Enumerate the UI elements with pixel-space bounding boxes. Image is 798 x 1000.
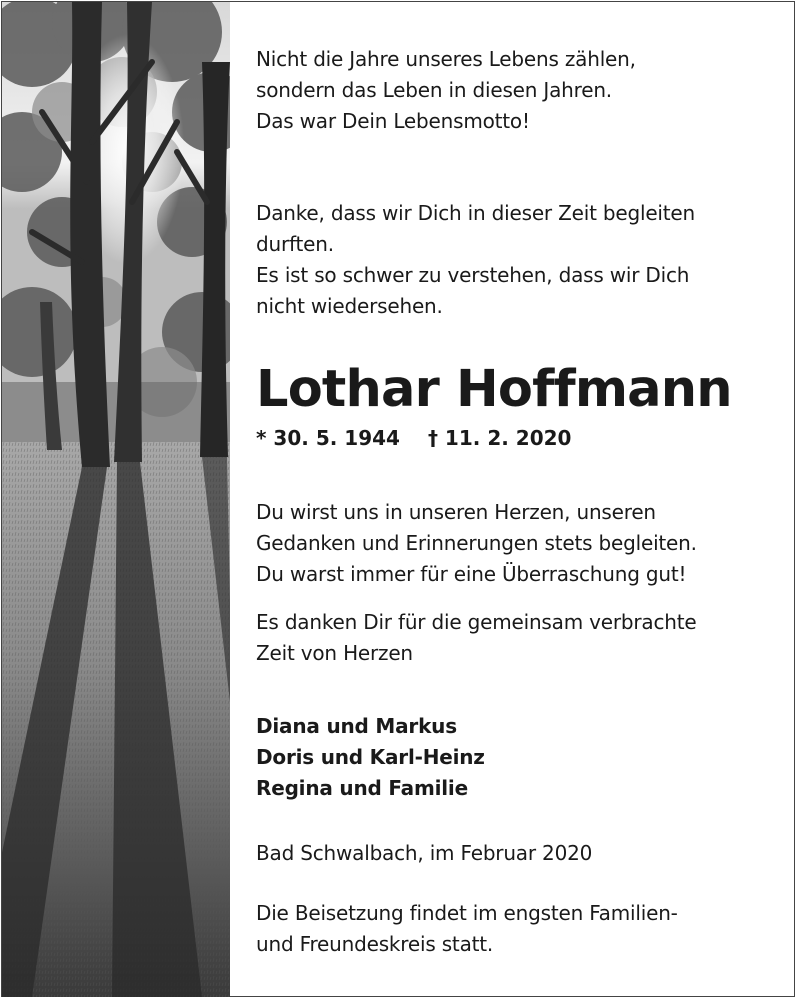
family-name: Regina und Familie bbox=[256, 776, 468, 800]
park-trees-photo bbox=[2, 2, 230, 997]
thanks-line: nicht wiedersehen. bbox=[256, 294, 443, 318]
deceased-name: Lothar Hoffmann bbox=[256, 360, 732, 419]
memory-line: Du warst immer für eine Überraschung gut! bbox=[256, 562, 687, 586]
funeral-note bbox=[256, 898, 786, 960]
death-date: † 11. 2. 2020 bbox=[427, 426, 572, 450]
thanks-line: Danke, dass wir Dich in dieser Zeit begleiten bbox=[256, 201, 695, 225]
gratitude-paragraph bbox=[256, 607, 786, 669]
thanks-line: Es ist so schwer zu verstehen, dass wir Dich bbox=[256, 263, 690, 287]
motto-paragraph bbox=[256, 44, 786, 137]
thanks-line: durften. bbox=[256, 232, 334, 256]
motto-line: Das war Dein Lebensmotto! bbox=[256, 109, 530, 133]
life-dates bbox=[256, 424, 571, 452]
funeral-line: und Freundeskreis statt. bbox=[256, 932, 494, 956]
memory-line: Du wirst uns in unseren Herzen, unseren bbox=[256, 500, 656, 524]
memory-paragraph bbox=[256, 497, 786, 590]
gratitude-line: Zeit von Herzen bbox=[256, 641, 413, 665]
family-signatures bbox=[256, 711, 786, 804]
memory-line: Gedanken und Erinnerungen stets begleiten. bbox=[256, 531, 697, 555]
gratitude-line: Es danken Dir für die gemeinsam verbrachte bbox=[256, 610, 697, 634]
motto-line: Nicht die Jahre unseres Lebens zählen, bbox=[256, 47, 636, 71]
motto-line: sondern das Leben in diesen Jahren. bbox=[256, 78, 612, 102]
thanks-paragraph bbox=[256, 198, 786, 322]
funeral-line: Die Beisetzung findet im engsten Familien- bbox=[256, 901, 678, 925]
family-name: Diana und Markus bbox=[256, 714, 457, 738]
birth-date: * 30. 5. 1944 bbox=[256, 426, 400, 450]
family-name: Doris und Karl-Heinz bbox=[256, 745, 485, 769]
place-date-line: Bad Schwalbach, im Februar 2020 bbox=[256, 841, 593, 865]
place-date bbox=[256, 838, 786, 869]
